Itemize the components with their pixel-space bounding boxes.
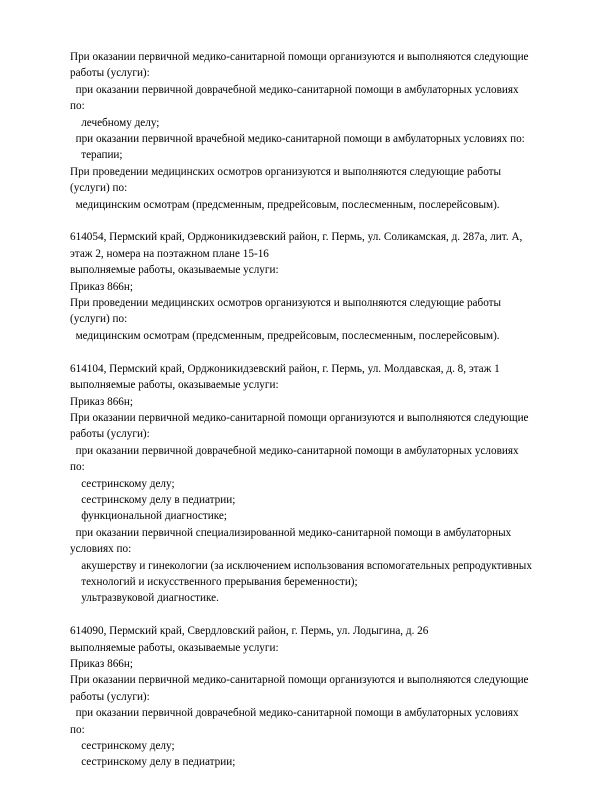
text-line: (услуги) по: <box>70 182 128 195</box>
text-line: выполняемые работы, оказываемые услуги: <box>70 264 279 277</box>
text-line: сестринскому делу; <box>70 477 175 490</box>
text-line: сестринскому делу в педиатрии; <box>70 493 236 506</box>
text-line: При оказании первичной медико-санитарной помощи организуются и выполняются следующие <box>70 674 529 687</box>
text-line: функциональной диагностике; <box>70 510 228 523</box>
text-line: медицинским осмотрам (предсменным, предрейсовым, послесменным, послерейсовым). <box>70 329 500 342</box>
text-line: ультразвуковой диагностике. <box>70 592 219 605</box>
text-line: При проведении медицинских осмотров организуются и выполняются следующие работы <box>70 165 502 178</box>
text-line: по: <box>70 723 85 736</box>
blank-line <box>70 213 565 229</box>
text-line: при оказании первичной врачебной медико-санитарной помощи в амбулаторных условиях по: <box>70 133 525 146</box>
text-line: Приказ 866н; <box>70 657 133 670</box>
text-line: При оказании первичной медико-санитарной помощи организуются и выполняются следующие <box>70 51 529 63</box>
text-line: выполняемые работы, оказываемые услуги: <box>70 379 279 392</box>
text-line: при оказании первичной специализированной медико-санитарной помощи в амбулаторных <box>70 526 512 539</box>
text-line: по: <box>70 461 85 474</box>
text-line: при оказании первичной доврачебной медико-санитарной помощи в амбулаторных условиях <box>70 83 519 96</box>
blank-line <box>70 607 565 623</box>
text-line: по: <box>70 100 85 113</box>
text-line: Приказ 866н; <box>70 280 133 293</box>
text-line: акушерству и гинекологии (за исключением использования вспомогательных репродуктивных <box>70 559 532 572</box>
text-line: терапии; <box>70 149 123 162</box>
text-line: работы (услуги): <box>70 690 150 703</box>
text-line: 614104, Пермский край, Орджоникидзевский район, г. Пермь, ул. Молдавская, д. 8, этаж 1 <box>70 362 500 375</box>
text-line: технологий и искусственного прерывания беременности); <box>70 575 358 588</box>
blank-line <box>70 344 565 360</box>
text-line: При проведении медицинских осмотров организуются и выполняются следующие работы <box>70 297 502 310</box>
text-line: 614090, Пермский край, Свердловский район, г. Пермь, ул. Лодыгина, д. 26 <box>70 625 429 638</box>
text-line: 614054, Пермский край, Орджоникидзевский район, г. Пермь, ул. Соликамская, д. 287а, лит. А, <box>70 231 523 244</box>
text-line: работы (услуги): <box>70 67 150 80</box>
document-body <box>70 49 565 771</box>
text-line: Приказ 866н; <box>70 395 133 408</box>
text-line: при оказании первичной доврачебной медико-санитарной помощи в амбулаторных условиях <box>70 444 519 457</box>
text-line: При оказании первичной медико-санитарной помощи организуются и выполняются следующие <box>70 411 529 424</box>
text-line: лечебному делу; <box>70 116 160 129</box>
text-line: сестринскому делу в педиатрии; <box>70 756 236 769</box>
text-line: этаж 2, номера на поэтажном плане 15-16 <box>70 247 269 260</box>
text-line: медицинским осмотрам (предсменным, предрейсовым, послесменным, послерейсовым). <box>70 198 500 211</box>
text-line: работы (услуги): <box>70 428 150 441</box>
text-line: при оказании первичной доврачебной медико-санитарной помощи в амбулаторных условиях <box>70 707 519 720</box>
text-line: условиях по: <box>70 543 132 556</box>
text-line: (услуги) по: <box>70 313 128 326</box>
text-line: выполняемые работы, оказываемые услуги: <box>70 641 279 654</box>
text-line: сестринскому делу; <box>70 740 175 753</box>
